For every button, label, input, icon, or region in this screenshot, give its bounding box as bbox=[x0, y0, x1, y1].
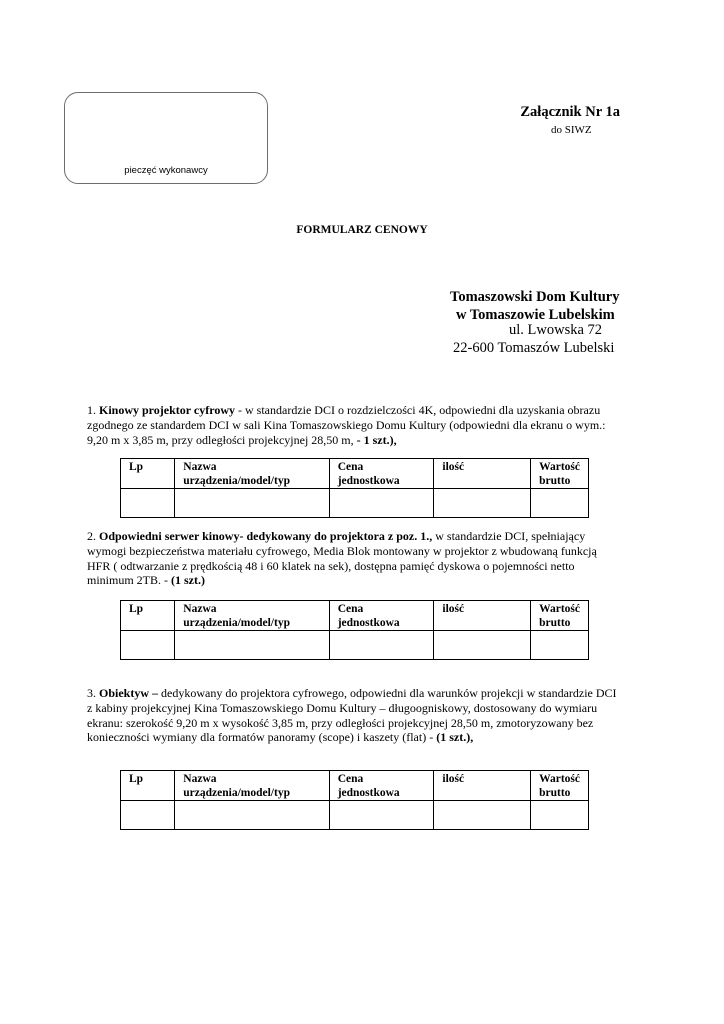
col-qty: ilość bbox=[434, 459, 531, 489]
recipient-street: ul. Lwowska 72 bbox=[509, 322, 603, 338]
cell-lp[interactable] bbox=[121, 631, 175, 660]
recipient-name-line1: Tomaszowski Dom Kultury bbox=[450, 289, 620, 305]
cell-gross-value[interactable] bbox=[531, 801, 589, 830]
recipient-city: 22-600 Tomaszów Lubelski bbox=[453, 340, 615, 356]
cell-unit-price[interactable] bbox=[329, 489, 434, 518]
col-gross-value: Wartość brutto bbox=[531, 771, 589, 801]
cell-qty[interactable] bbox=[434, 489, 531, 518]
form-title: FORMULARZ CENOWY bbox=[296, 224, 428, 236]
recipient-name-line2: w Tomaszowie Lubelskim bbox=[456, 307, 615, 323]
table-row bbox=[121, 489, 589, 518]
item-1-description: 1. Kinowy projektor cyfrowy - w standardzie DCI o rozdzielczości 4K, odpowiedni dla uzyskania obrazu zgodnego ze standardem DCI w sali Kina Tomaszowskiego Domu Kultury (odpowiedni dla ekranu o wym.: 9,20 m x 3,85 m, przy odległości projekcyjnej 28,50 m, - 1 szt.), bbox=[87, 403, 606, 447]
cell-name[interactable] bbox=[175, 801, 329, 830]
col-name: Nazwa urządzenia/model/typ bbox=[175, 601, 329, 631]
item-1-price-table bbox=[120, 458, 589, 518]
col-gross-value: Wartość brutto bbox=[531, 459, 589, 489]
item-2-description: 2. Odpowiedni serwer kinowy- dedykowany do projektora z poz. 1., w standardzie DCI, spełniający wymogi bezpieczeństwa materiału cyfrowego, Media Blok montowany w projektor z wbudowaną funkcją HFR ( odtwarzanie z prędkością 48 i 60 klatek na sek), dostępna pamięć dyskowa o pojemności netto minimum 2TB. - (1 szt.) bbox=[87, 529, 597, 588]
col-unit-price: Cena jednostkowa bbox=[329, 601, 434, 631]
cell-gross-value[interactable] bbox=[531, 489, 589, 518]
item-2-price-table bbox=[120, 600, 589, 660]
col-qty: ilość bbox=[434, 601, 531, 631]
col-qty: ilość bbox=[434, 771, 531, 801]
cell-gross-value[interactable] bbox=[531, 631, 589, 660]
col-gross-value: Wartość brutto bbox=[531, 601, 589, 631]
cell-qty[interactable] bbox=[434, 801, 531, 830]
col-lp: Lp bbox=[121, 459, 175, 489]
annex-subtitle: do SIWZ bbox=[551, 124, 592, 136]
cell-unit-price[interactable] bbox=[329, 631, 434, 660]
table-row bbox=[121, 631, 589, 660]
cell-name[interactable] bbox=[175, 631, 329, 660]
cell-qty[interactable] bbox=[434, 631, 531, 660]
col-name: Nazwa urządzenia/model/typ bbox=[175, 459, 329, 489]
stamp-label: pieczęć wykonawcy bbox=[124, 165, 208, 176]
col-lp: Lp bbox=[121, 601, 175, 631]
col-name: Nazwa urządzenia/model/typ bbox=[175, 771, 329, 801]
col-lp: Lp bbox=[121, 771, 175, 801]
cell-name[interactable] bbox=[175, 489, 329, 518]
annex-title: Załącznik Nr 1a bbox=[520, 104, 620, 120]
item-3-description: 3. Obiektyw – dedykowany do projektora cyfrowego, odpowiedni dla warunków projekcji w standardzie DCI z kabiny projekcyjnej Kina Tomaszowskiego Domu Kultury – długoogniskowy, dostosowany do wymiaru ekranu: szerokość 9,20 m x wysokość 3,85 m, przy odległości projekcyjnej 28,50 m, zmotoryzowany bez konieczności wymiany dla formatów panoramy (scope) i kaszety (flat) - (1 szt.), bbox=[87, 686, 617, 745]
cell-lp[interactable] bbox=[121, 801, 175, 830]
table-row bbox=[121, 801, 589, 830]
col-unit-price: Cena jednostkowa bbox=[329, 771, 434, 801]
cell-lp[interactable] bbox=[121, 489, 175, 518]
col-unit-price: Cena jednostkowa bbox=[329, 459, 434, 489]
item-3-price-table bbox=[120, 770, 589, 830]
cell-unit-price[interactable] bbox=[329, 801, 434, 830]
